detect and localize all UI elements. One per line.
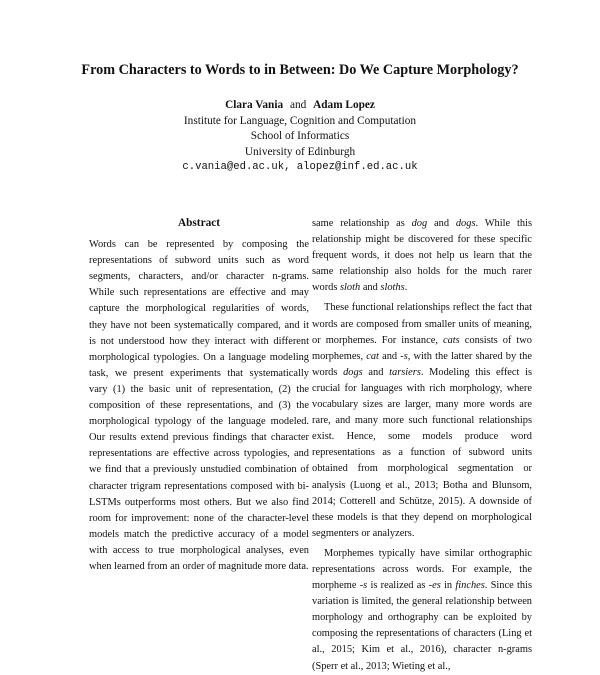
example-word: -s <box>400 350 408 362</box>
example-word: -s <box>359 580 368 592</box>
abstract-text: Words can be represented by composing the representations of subword units such as word segments, characters, and/or character n-grams. While such representations are effective and may capture the morphological regularities of words, they have not been systematically compared, and it is not understood how they interact with different morphological typologies. On a language modeling task, we present experiments that systematically vary (1) the basic unit of representation, (2) the composition of these representations, and (3) the morphological typology of the language modeled. Our results extend previous findings that character representations are effective across typologies, and we find that a previously unstudied combination of character trigram representations composed with bi-LSTMs outperforms most others. But we also find room for improvement: none of the character-level models match the predictive accuracy of a model with access to true morphological analyses, even when learned from an order of magnitude more data. <box>89 239 309 572</box>
author-names <box>0 98 600 114</box>
example-word: finches <box>455 580 485 592</box>
example-word: tarsiers <box>389 366 421 378</box>
example-word: dogs <box>343 366 363 378</box>
author-2: Adam Lopez <box>313 99 375 111</box>
example-word: sloth <box>340 282 361 294</box>
affiliation-school: School of Informatics <box>250 130 350 143</box>
intro-paragraph-3: Morphemes typically have similar orthographic representations across words. For example, the morpheme -s is realized as -es in finches. Since this variation is limited, the general relationship between morphology and orthography can be exploited by composing the representations of characters (Ling et al., 2015; Kim et al., 2016), character n-grams (Sperr et al., 2013; Wieting et al., <box>312 547 532 672</box>
example-word: dogs <box>455 218 476 229</box>
example-word: cat <box>366 350 379 362</box>
example-word: dog <box>411 218 428 229</box>
example-word: cats <box>442 334 460 346</box>
affiliation-university: University of Edinburgh <box>244 145 356 158</box>
author-block <box>0 98 600 176</box>
left-column <box>89 215 309 575</box>
affiliation-institute: Institute for Language, Cognition and Computation <box>183 114 417 127</box>
abstract-heading: Abstract <box>177 217 221 229</box>
example-word: sloths <box>380 282 405 294</box>
author-1: Clara Vania <box>225 99 284 111</box>
paper-title: From Characters to Words to in Between: Do We Capture Morphology? <box>81 62 519 78</box>
intro-paragraph-1: same relationship as dog and dogs. While this relationship might be discovered for these specific frequent words, it does not help us learn that the same relationship also holds for the much rarer words sloth and sloths. <box>312 218 532 294</box>
example-word: -es <box>428 580 441 592</box>
right-column <box>312 216 532 675</box>
author-conjunction: and <box>289 99 307 111</box>
intro-paragraph-2: These functional relationships reflect the fact that words are composed from smaller units of meaning, or morphemes. For instance, cats consists of two morphemes, cat and -s, with the latter shared by the words dogs and tarsiers. Modeling this effect is crucial for languages with rich morphology, where vocabulary sizes are larger, many more words are rare, and many more such functional relationships exist. Hence, some models produce word representations as a function of subword units obtained from morphological segmentation or analysis (Luong et al., 2013; Botha and Blunsom, 2014; Cotterell and Schütze, 2015). A downside of these models is that they depend on morphological segmenters or analyzers. <box>312 302 533 539</box>
author-emails: c.vania@ed.ac.uk, alopez@inf.ed.ac.uk <box>182 161 418 174</box>
